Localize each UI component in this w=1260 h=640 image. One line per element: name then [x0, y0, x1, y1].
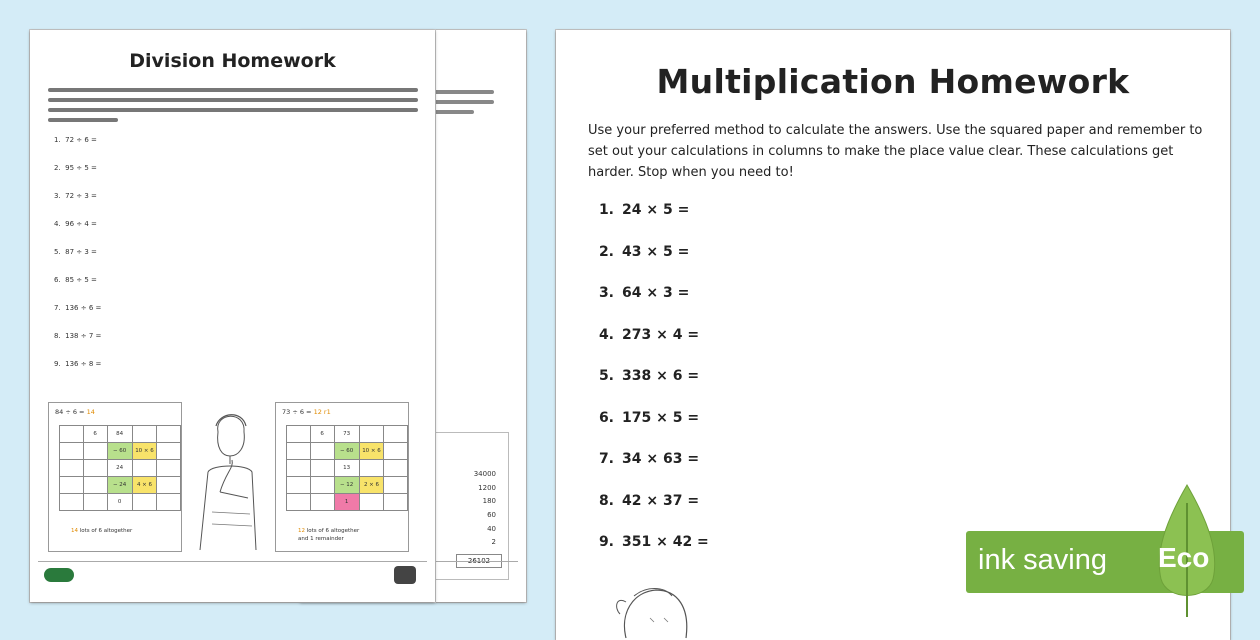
answer-row: 40 — [487, 524, 496, 533]
eco-label: Eco — [1158, 542, 1210, 573]
division-question: 9. 136 ÷ 8 = — [54, 360, 102, 368]
blurred-text-line — [434, 90, 494, 94]
division-question: 3. 72 ÷ 3 = — [54, 192, 97, 200]
division-question: 5. 87 ÷ 3 = — [54, 248, 97, 256]
example-note: 14 lots of 6 altogether — [71, 528, 133, 534]
chunking-grid: 6 84 − 60 10 × 6 24 − 24 4 × 6 0 — [59, 425, 181, 511]
sheet-footer — [38, 561, 427, 588]
blurred-instruction-line — [48, 98, 418, 102]
chunking-grid: 6 73 − 60 10 × 6 13 − 12 2 × 6 1 — [286, 425, 408, 511]
division-question: 7. 136 ÷ 6 = — [54, 304, 102, 312]
example-note: 12 lots of 6 altogether and 1 remainder — [298, 528, 360, 542]
multiplication-question: 7. 34 × 63 = — [598, 451, 700, 467]
ink-saving-label: ink saving — [978, 544, 1107, 576]
multiplication-question: 2. 43 × 5 = — [598, 243, 690, 260]
multiplication-title: Multiplication Homework — [656, 62, 1130, 101]
blurred-instruction-line — [48, 88, 418, 92]
example-equation: 84 ÷ 6 = 14 — [55, 408, 95, 416]
division-question: 8. 138 ÷ 7 = — [54, 332, 102, 340]
publisher-logo-icon — [394, 566, 416, 584]
multiplication-question: 6. 175 × 5 = — [598, 409, 700, 426]
multiplication-question: 1. 24 × 5 = — [598, 202, 690, 218]
multiplication-instructions: Use your preferred method to calculate the answers. Use the squared paper and remember to set out your calculations in columns to make the place value clear. These calculations get harder. Stop when you need to! — [588, 123, 1203, 180]
division-title: Division Homework — [129, 50, 336, 72]
answer-total: 26102 — [456, 554, 502, 568]
blurred-text-line — [434, 110, 474, 114]
blurred-text-line — [434, 100, 494, 104]
example-equation: 73 ÷ 6 = 12 r1 — [282, 408, 331, 416]
division-question: 4. 96 ÷ 4 = — [54, 220, 97, 228]
division-worksheet — [30, 30, 435, 602]
division-example-box — [275, 402, 409, 552]
answer-row: 1200 — [478, 483, 496, 492]
answer-row: 180 — [482, 497, 496, 506]
division-question: 6. 85 ÷ 5 = — [54, 276, 97, 284]
multiplication-question-list — [592, 202, 709, 576]
blurred-instruction-line — [48, 108, 418, 112]
multiplication-question: 9. 351 × 42 = — [598, 534, 709, 550]
answer-row: 2 — [491, 538, 496, 547]
answer-row: 60 — [487, 511, 496, 520]
multiplication-question: 3. 64 × 3 = — [598, 285, 690, 301]
division-question: 2. 95 ÷ 5 = — [54, 164, 97, 172]
child-illustration — [606, 578, 696, 640]
answer-row: 34000 — [473, 470, 496, 478]
blurred-instruction-line — [48, 118, 118, 122]
multiplication-question: 5. 338 × 6 = — [598, 368, 700, 384]
twinkl-logo-icon — [44, 568, 74, 582]
answer-column — [450, 468, 496, 550]
division-question: 1. 72 ÷ 6 = — [54, 136, 97, 144]
thinking-child-illustration — [190, 402, 270, 552]
multiplication-question: 4. 273 × 4 = — [598, 326, 700, 343]
division-example-box — [48, 402, 182, 552]
multiplication-question: 8. 42 × 37 = — [598, 492, 700, 509]
